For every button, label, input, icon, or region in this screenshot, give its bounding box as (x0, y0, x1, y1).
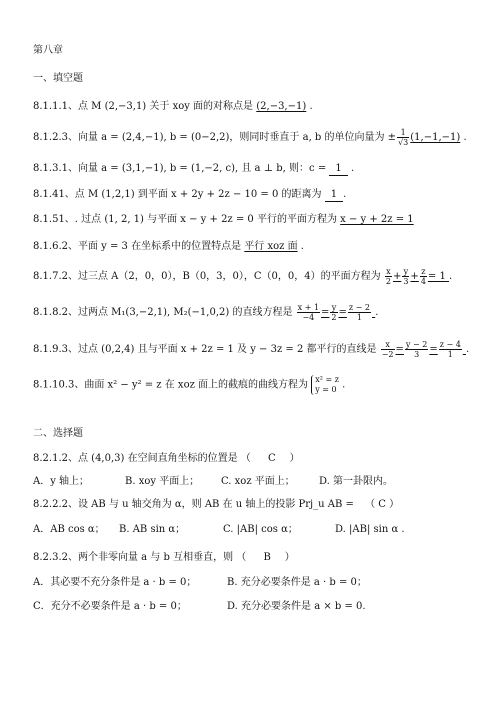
options-8-2-3-2-cd: C．充分不必要条件是 a · b = 0； D. 充分必要条件是 a × b = 0. (33, 601, 366, 612)
question-8-1-5-1: 8.1.51、. 过点 (1, 2, 1) 与平面 x − y + 2z = 0 平行的平面方程为 x − y + 2z = 1 (33, 214, 414, 225)
question-8-1-7-2: 8.1.7.2、过三点 A（2，0，0），B（0，3，0），C（0，0，4）的平面方程为 $\frac{x}{2}$ + $\frac{y}{3}$ + $\frac{z}{4}$ = 1 . (33, 267, 453, 286)
fraction: $\frac{1}{√3}$ (398, 128, 409, 147)
answer: B (263, 552, 271, 563)
answer: $\frac{x + 1}{-4}$ = $\frac{y}{2}$ = $\frac{z - 2}{1}$ (297, 303, 370, 322)
question-8-1-1-1: 8.1.1.1、点 M (2,−3,1) 关于 xoy 面的对称点是 (2,−3,−1) . (33, 101, 313, 112)
chapter-title: 第八章 (33, 45, 63, 56)
system-of-equations: x² = z y = 0 (311, 375, 339, 395)
question-8-1-9-3: 8.1.9.3、过点 (0,2,4) 且与平面 x + 2z = 1 及 y − 3z = 2 都平行的直线是 $\frac{x}{-2}$ = $\frac{y - 2}{3}$ = $\frac{z - 4}{1}$ . (33, 340, 470, 359)
answer: (1,−1,−1) (410, 132, 461, 143)
answer: $\frac{x}{2}$ + $\frac{y}{3}$ + $\frac{z}{4}$ = 1 (385, 267, 446, 286)
options-8-2-1-2: A．y 轴上； B. xoy 平面上； C. xoz 平面上； D. 第一卦限内。 (33, 476, 394, 487)
section-fill-in-title: 一、填空题 (33, 73, 83, 84)
question-8-2-2-2: 8.2.2.2、设 AB 与 u 轴交角为 α，则 AB 在 u 轴上的投影 Prj_u AB = （ C ） (33, 499, 400, 510)
answer: x − y + 2z = 1 (340, 214, 414, 225)
question-8-1-10-3: 8.1.10.3、曲面 x² − y² = z 在 xoz 面上的截痕的曲线方程为 x² = z y = 0 . (33, 375, 346, 394)
answer: (2,−3,−1) (256, 101, 307, 112)
section-choice-title: 二、选择题 (33, 428, 83, 439)
options-8-2-2-2: A．AB cos α； B. AB sin α； C. |AB| cos α； D. |AB| sin α . (33, 524, 405, 535)
answer: 1 (325, 189, 343, 202)
answer: 平行 xoz 面 (244, 241, 298, 252)
question-8-1-8-2: 8.1.8.2、过两点 M₁(3,−2,1), M₂(−1,0,2) 的直线方程是 $\frac{x + 1}{-4}$ = $\frac{y}{2}$ = $\frac{z - 2}{1}$ . (33, 303, 379, 322)
question-8-1-2-3: 8.1.2.3、向量 a = (2,4,−1), b = (0−2,2)，则同时垂直于 a, b 的单位向量为 ± $\frac{1}{√3}$ (1,−1,−1) . (33, 128, 467, 147)
question-8-2-3-2: 8.2.3.2、两个非零向量 a 与 b 互相垂直，则 （ B ） (33, 552, 295, 563)
options-8-2-3-2-ab: A．其必要不充分条件是 a · b = 0； B. 充分必要条件是 a · b = 0； (33, 577, 367, 588)
question-8-1-3-1: 8.1.3.1、向量 a = (3,1,−1), b = (1,−2, c), 且 a ⊥ b, 则：c = 1 . (33, 163, 355, 174)
answer: C (267, 453, 276, 464)
question-8-2-1-2: 8.2.1.2、点 (4,0,3) 在空间直角坐标的位置是 （ C ） (33, 453, 300, 464)
answer: $\frac{x}{-2}$ = $\frac{y - 2}{3}$ = $\frac{z - 4}{1}$ (381, 340, 461, 359)
answer: 1 (329, 163, 347, 176)
answer: （ C ） (365, 499, 400, 510)
question-8-1-4-1: 8.1.41、点 M (1,2,1) 到平面 x + 2y + 2z − 10 = 0 的距离为 1 . (33, 189, 347, 200)
question-8-1-6-2: 8.1.6.2、平面 y = 3 在坐标系中的位置特点是 平行 xoz 面 . (33, 241, 304, 252)
